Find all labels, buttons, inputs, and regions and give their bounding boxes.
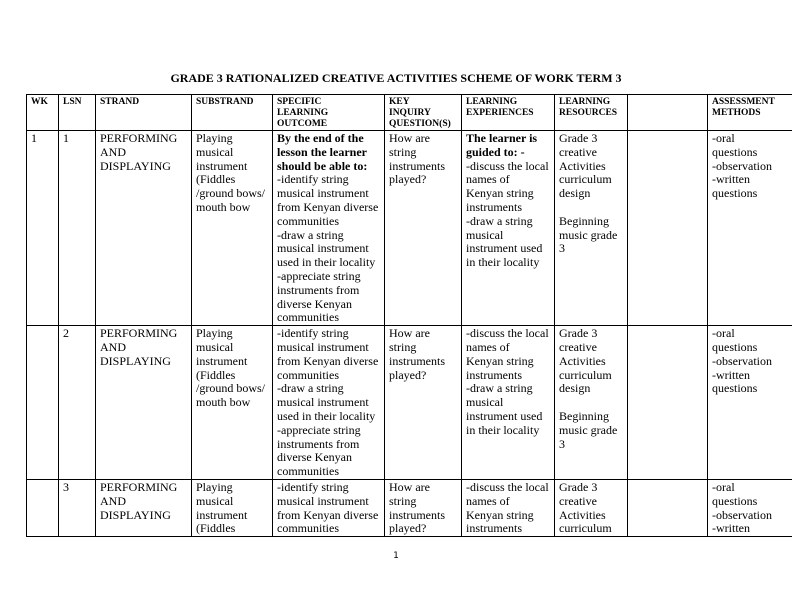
cell-strand: PERFORMING AND DISPLAYING: [96, 479, 192, 536]
cell-lsn: 2: [59, 326, 96, 480]
cell-question: How are string instruments played?: [385, 479, 462, 536]
header-row: [27, 95, 792, 131]
experience-text: -discuss the local names of Kenyan string instruments -draw a string musical instrument used in their locality: [466, 158, 549, 270]
experience-lead: The learner is guided to: -: [466, 131, 538, 159]
header-question: KEY INQUIRY QUESTION(S): [385, 95, 462, 131]
cell-strand: PERFORMING AND DISPLAYING: [96, 131, 192, 326]
cell-experiences: -discuss the local names of Kenyan string instruments: [462, 479, 555, 536]
header-wk: WK: [27, 95, 59, 131]
cell-substrand: Playing musical instrument (Fiddles /ground bows/ mouth bow: [192, 131, 273, 326]
cell-question: How are string instruments played?: [385, 131, 462, 326]
table-row: [27, 326, 792, 480]
cell-blank: [628, 479, 708, 536]
cell-blank: [628, 131, 708, 326]
cell-wk: 1: [27, 131, 59, 326]
cell-outcome: -identify string musical instrument from Kenyan diverse communities: [273, 479, 385, 536]
outcome-text: -identify string musical instrument from Kenyan diverse communities -draw a string musical instrument used in their locality -appreciate string instruments from diverse Kenyan communities: [277, 172, 379, 325]
cell-blank: [628, 326, 708, 480]
cell-assessment: -oral questions -observation -written: [708, 479, 792, 536]
cell-resources: Grade 3 creative Activities curriculum design Beginning music grade 3: [555, 131, 628, 326]
header-lsn: LSN: [59, 95, 96, 131]
cell-resources: Grade 3 creative Activities curriculum: [555, 479, 628, 536]
page-number: 1: [393, 551, 399, 561]
cell-assessment: -oral questions -observation -written questions: [708, 131, 792, 326]
header-resources: LEARNING RESOURCES: [555, 95, 628, 131]
header-experiences: LEARNING EXPERIENCES: [462, 95, 555, 131]
table-row: [27, 131, 792, 326]
cell-lsn: 3: [59, 479, 96, 536]
cell-assessment: -oral questions -observation -written questions: [708, 326, 792, 480]
cell-substrand: Playing musical instrument (Fiddles /ground bows/ mouth bow: [192, 326, 273, 480]
cell-experiences: -discuss the local names of Kenyan string instruments -draw a string musical instrument used in their locality: [462, 326, 555, 480]
header-strand: STRAND: [96, 95, 192, 131]
header-assessment: ASSESSMENT METHODS: [708, 95, 792, 131]
cell-experiences: [462, 131, 555, 326]
cell-lsn: 1: [59, 131, 96, 326]
cell-substrand: Playing musical instrument (Fiddles: [192, 479, 273, 536]
cell-resources: Grade 3 creative Activities curriculum design Beginning music grade 3: [555, 326, 628, 480]
cell-question: How are string instruments played?: [385, 326, 462, 480]
header-outcome: SPECIFIC LEARNING OUTCOME: [273, 95, 385, 131]
header-blank: [628, 95, 708, 131]
scheme-of-work-table: [26, 94, 792, 537]
cell-outcome: -identify string musical instrument from Kenyan diverse communities -draw a string musical instrument used in their locality -appreciate string instruments from diverse Kenyan communities: [273, 326, 385, 480]
table-row: [27, 479, 792, 536]
cell-outcome: [273, 131, 385, 326]
cell-wk: [27, 479, 59, 536]
outcome-lead: By the end of the lesson the learner should be able to:: [277, 131, 368, 173]
cell-strand: PERFORMING AND DISPLAYING: [96, 326, 192, 480]
header-substrand: SUBSTRAND: [192, 95, 273, 131]
document-title: GRADE 3 RATIONALIZED CREATIVE ACTIVITIES SCHEME OF WORK TERM 3: [170, 71, 622, 85]
cell-wk: [27, 326, 59, 480]
